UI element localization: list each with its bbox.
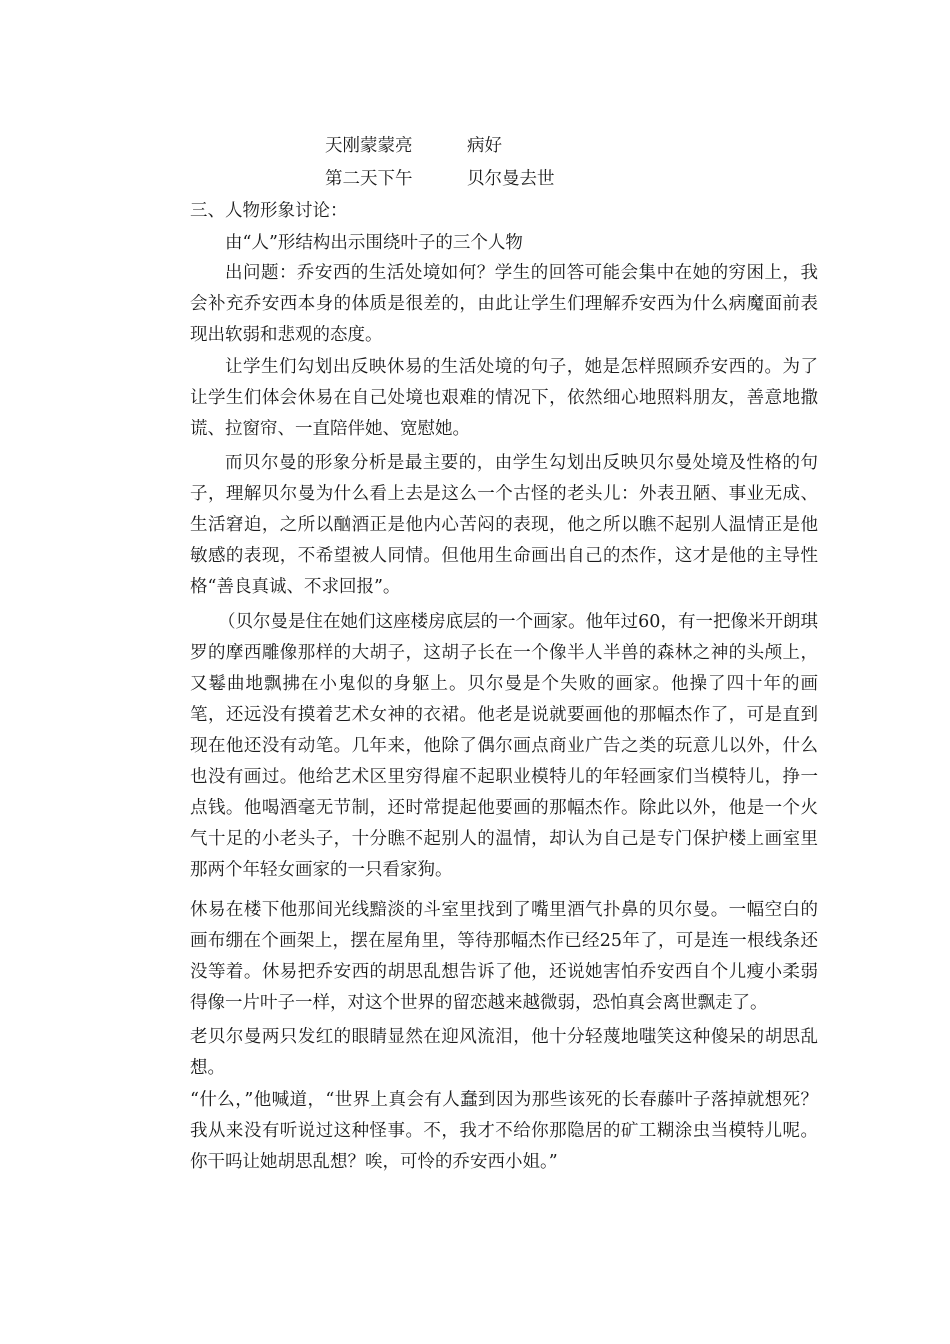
timeline-time-2: 第二天下午 (325, 169, 413, 189)
paragraph-sue-visits: 休易在楼下他那间光线黯淡的斗室里找到了嘴里酒气扑鼻的贝尔曼。一幅空白的画布绷在个画架上，摆在屋角里，等待那幅杰作已经25年了，可是连一根线条还没等着。休易把乔安西的胡思乱想告诉了他，还说她害怕乔安西自个儿瘦小柔弱得像一片叶子一样，对这个世界的留恋越来越微弱，恐怕真会离世飘走了。 (190, 900, 818, 1013)
paragraph-behrman-quote: “什么，”他喊道，“世界上真会有人蠢到因为那些该死的长春藤叶子落掉就想死？我从来没有听说过这种怪事。不，我才不给你那隐居的矿工糊涂虫当模特儿呢。你干吗让她胡思乱想？唉，可怜的乔安西小姐。” (190, 1090, 818, 1172)
paragraph-sue: 让学生们勾划出反映休易的生活处境的句子，她是怎样照顾乔安西的。为了让学生们体会休易在自己处境也艰难的情况下，依然细心地照料朋友，善意地撒谎、拉窗帘、一直陪伴她、宽慰她。 (190, 357, 818, 439)
paragraph-behrman-excerpt: （贝尔曼是住在她们这座楼房底层的一个画家。他年过60，有一把像米开朗琪罗的摩西雕像那样的大胡子，这胡子长在一个像半人半兽的森林之神的头颅上，又鬈曲地飘拂在小鬼似的身躯上。贝尔曼是个失败的画家。他操了四十年的画笔，还远没有摸着艺术女神的衣裙。他老是说就要画他的那幅杰作了，可是直到现在他还没有动笔。几年来，他除了偶尔画点商业广告之类的玩意儿以外，什么也没有画过。他给艺术区里穷得雇不起职业模特儿的年轻画家们当模特儿，挣一点钱。他喝酒毫无节制，还时常提起他要画的那幅杰作。除此以外，他是一个火气十足的小老头子，十分瞧不起别人的温情，却认为自己是专门保护楼上画室里那两个年轻女画家的一只看家狗。 (190, 612, 818, 880)
section-heading: 三、人物形象讨论： (190, 201, 348, 221)
paragraph-joanna: 出问题：乔安西的生活处境如何？学生的回答可能会集中在她的穷困上，我会补充乔安西本身的体质是很差的，由此让学生们理解乔安西为什么病魔面前表现出软弱和悲观的态度。 (190, 263, 818, 345)
section-intro: 由“人”形结构出示围绕叶子的三个人物 (225, 233, 523, 253)
timeline-event-1: 病好 (467, 136, 502, 156)
timeline-time-1: 天刚蒙蒙亮 (325, 136, 413, 156)
paragraph-behrman-analysis: 而贝尔曼的形象分析是最主要的，由学生勾划出反映贝尔曼处境及性格的句子，理解贝尔曼为什么看上去是这么一个古怪的老头儿：外表丑陋、事业无成、生活窘迫，之所以酗酒正是他内心苦闷的表现，他之所以瞧不起别人温情正是他敏感的表现，不希望被人同情。但他用生命画出自己的杰作，这才是他的主导性格“善良真诚、不求回报”。 (190, 453, 818, 597)
paragraph-behrman-reaction: 老贝尔曼两只发红的眼睛显然在迎风流泪，他十分轻蔑地嗤笑这种傻呆的胡思乱想。 (190, 1027, 818, 1078)
timeline-event-2: 贝尔曼去世 (467, 169, 555, 189)
